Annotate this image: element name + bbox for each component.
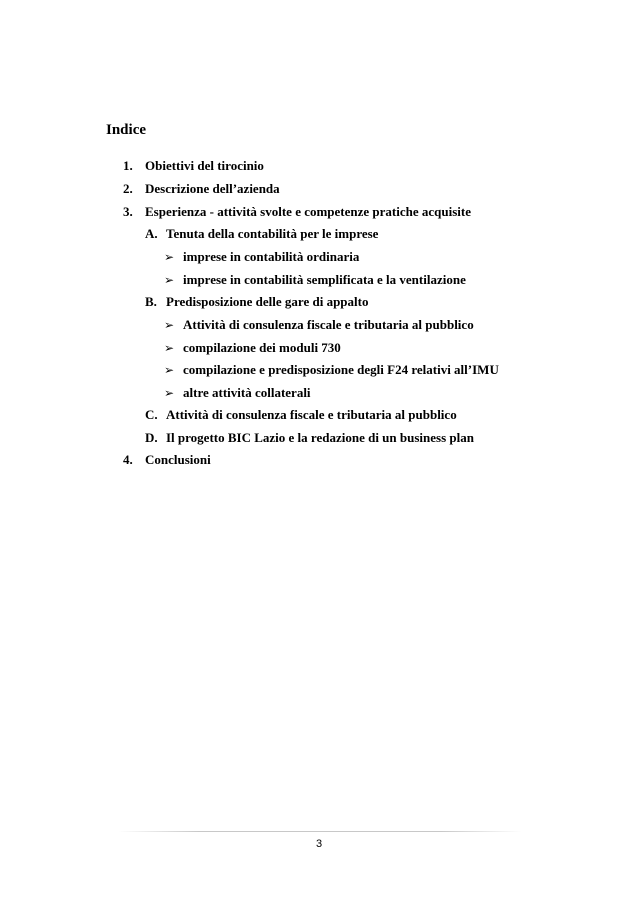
toc-item-marker: 1. <box>123 158 133 173</box>
toc-item-marker: D. <box>145 430 158 445</box>
toc-item-text: compilazione e predisposizione degli F24 relativi all’IMU <box>183 362 499 377</box>
arrow-bullet-icon: ➢ <box>164 318 175 332</box>
toc-item-text: Attività di consulenza fiscale e tributaria al pubblico <box>166 407 457 422</box>
arrow-bullet-icon: ➢ <box>164 341 175 355</box>
toc-item-text: Predisposizione delle gare di appalto <box>166 294 369 309</box>
toc-item-text: altre attività collaterali <box>183 385 311 400</box>
page-number: 3 <box>315 838 323 850</box>
toc-item-text: Il progetto BIC Lazio e la redazione di un business plan <box>166 430 474 445</box>
toc-item-text: Conclusioni <box>145 452 211 467</box>
toc-item-marker: C. <box>145 407 158 422</box>
arrow-bullet-icon: ➢ <box>164 250 175 264</box>
footer-divider <box>118 831 522 832</box>
toc-item-text: Esperienza - attività svolte e competenze pratiche acquisite <box>145 204 472 219</box>
toc-item-text: Tenuta della contabilità per le imprese <box>166 226 379 241</box>
toc-item-text: compilazione dei moduli 730 <box>183 340 341 355</box>
toc-item-text: imprese in contabilità ordinaria <box>183 249 360 264</box>
toc-item-text: Obiettivi del tirocinio <box>145 158 264 173</box>
arrow-bullet-icon: ➢ <box>164 273 175 287</box>
toc-item-text: Descrizione dell’azienda <box>145 181 280 196</box>
index-heading: Indice <box>106 122 147 138</box>
toc-item-marker: 4. <box>123 452 133 467</box>
toc-item-marker: A. <box>145 226 158 241</box>
toc-item-text: imprese in contabilità semplificata e la ventilazione <box>183 272 466 287</box>
toc-item-marker: 2. <box>123 181 133 196</box>
toc-item-marker: B. <box>145 294 157 309</box>
arrow-bullet-icon: ➢ <box>164 386 175 400</box>
arrow-bullet-icon: ➢ <box>164 363 175 377</box>
toc-item-marker: 3. <box>123 204 133 219</box>
toc-item-text: Attività di consulenza fiscale e tributaria al pubblico <box>183 317 474 332</box>
